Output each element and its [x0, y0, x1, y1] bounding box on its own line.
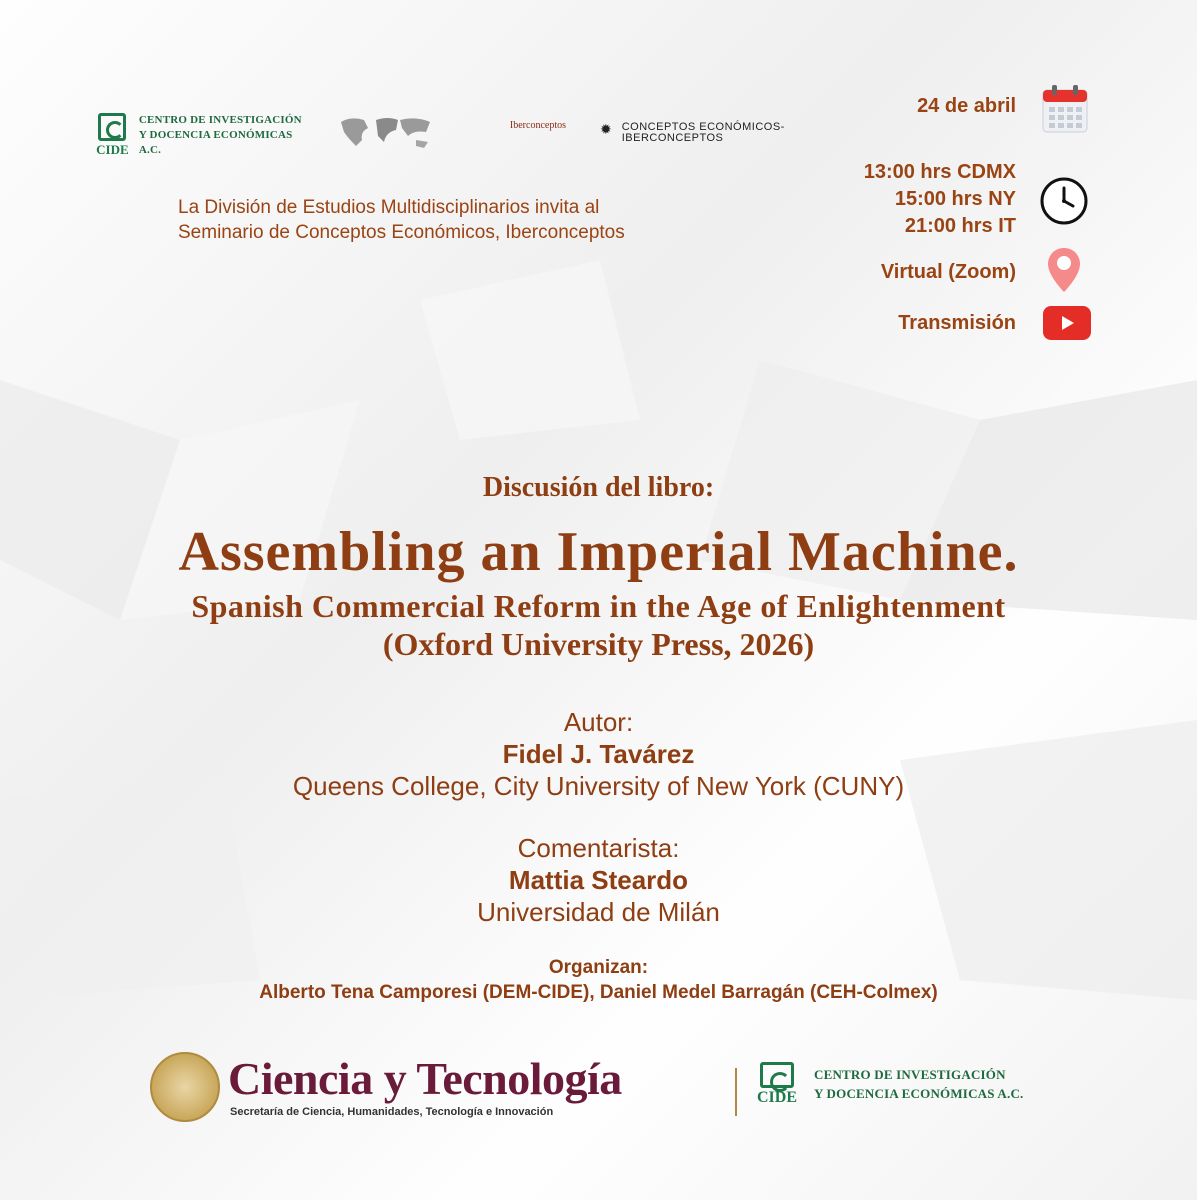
author-block [0, 706, 1197, 802]
youtube-icon[interactable] [1043, 306, 1091, 345]
cide-name [139, 113, 311, 158]
book-subtitle: Spanish Commercial Reform in the Age of Enlightenment [191, 588, 1006, 624]
cide-short-label-footer: CIDE [757, 1089, 798, 1106]
book-press: (Oxford University Press, 2026) [382, 626, 815, 662]
cide-name-line2: Y DOCENCIA ECONÓMICAS A.C. [138, 128, 293, 156]
footer-divider [735, 1068, 737, 1116]
invitation-line1: La División de Estudios Multidisciplinarios invita al [178, 197, 600, 218]
cide-footer-name-line2: Y DOCENCIA ECONÓMICAS A.C. [814, 1086, 1024, 1101]
cide-mark [96, 113, 129, 157]
commentator-block [0, 832, 1197, 928]
event-time-it: 21:00 hrs IT [904, 215, 1016, 237]
invitation-text [178, 195, 738, 245]
conceptos-economicos-logo [600, 122, 800, 152]
event-stream: Transmisión [898, 312, 1016, 334]
event-time-ny: 15:00 hrs NY [894, 188, 1016, 210]
event-date: 24 de abril [917, 95, 1016, 117]
author-affiliation: Queens College, City University of New York (CUNY) [292, 771, 905, 801]
organizers-names: Alberto Tena Camporesi (DEM-CIDE), Daniel Medel Barragán (CEH-Colmex) [259, 982, 938, 1003]
calendar-icon [1041, 84, 1089, 139]
iberconceptos-logo [456, 120, 566, 150]
location-pin-icon [1046, 246, 1082, 299]
author-name: Fidel J. Tavárez [502, 739, 695, 769]
conceptos-line1: CONCEPTOS ECONÓMICOS- [621, 121, 785, 133]
cide-spiral-icon [760, 1062, 794, 1088]
commentator-affiliation: Universidad de Milán [477, 897, 720, 927]
book-title: Assembling an Imperial Machine. [178, 521, 1019, 583]
cide-logo-footer [757, 1062, 1024, 1106]
cide-short-label: CIDE [96, 142, 129, 157]
invitation-line2: Seminario de Conceptos Económicos, Iberconceptos [178, 222, 625, 243]
cide-footer-name-line1: CENTRO DE INVESTIGACIÓN [814, 1067, 1006, 1082]
ciencia-tecnologia-subtitle: Secretaría de Ciencia, Humanidades, Tecnología e Innovación [230, 1106, 554, 1118]
commentator-name: Mattia Steardo [508, 865, 689, 895]
cide-spiral-icon [98, 113, 126, 141]
conceptos-line2: IBERCONCEPTOS [621, 132, 724, 144]
book-lead: Discusión del libro: [482, 472, 715, 503]
commentator-label: Comentarista: [517, 833, 680, 863]
mexico-coat-of-arms-seal [150, 1052, 220, 1122]
iberconceptos-logo-text: Iberconceptos [509, 120, 566, 131]
sun-icon: ✹ [600, 121, 612, 137]
event-location: Virtual (Zoom) [880, 261, 1016, 283]
clock-icon [1039, 176, 1089, 231]
cide-name-line1: CENTRO DE INVESTIGACIÓN [138, 113, 302, 126]
cide-mark-footer [757, 1062, 798, 1106]
author-label: Autor: [563, 707, 634, 737]
organizers-label: Organizan: [548, 957, 649, 978]
world-map-logo [336, 112, 436, 154]
iberconceptos-logo-tagline [456, 132, 566, 137]
ciencia-tecnologia-logo: Ciencia y Tecnología [228, 1053, 622, 1104]
event-time-cdmx: 13:00 hrs CDMX [863, 161, 1016, 183]
cide-logo-header [96, 112, 311, 158]
